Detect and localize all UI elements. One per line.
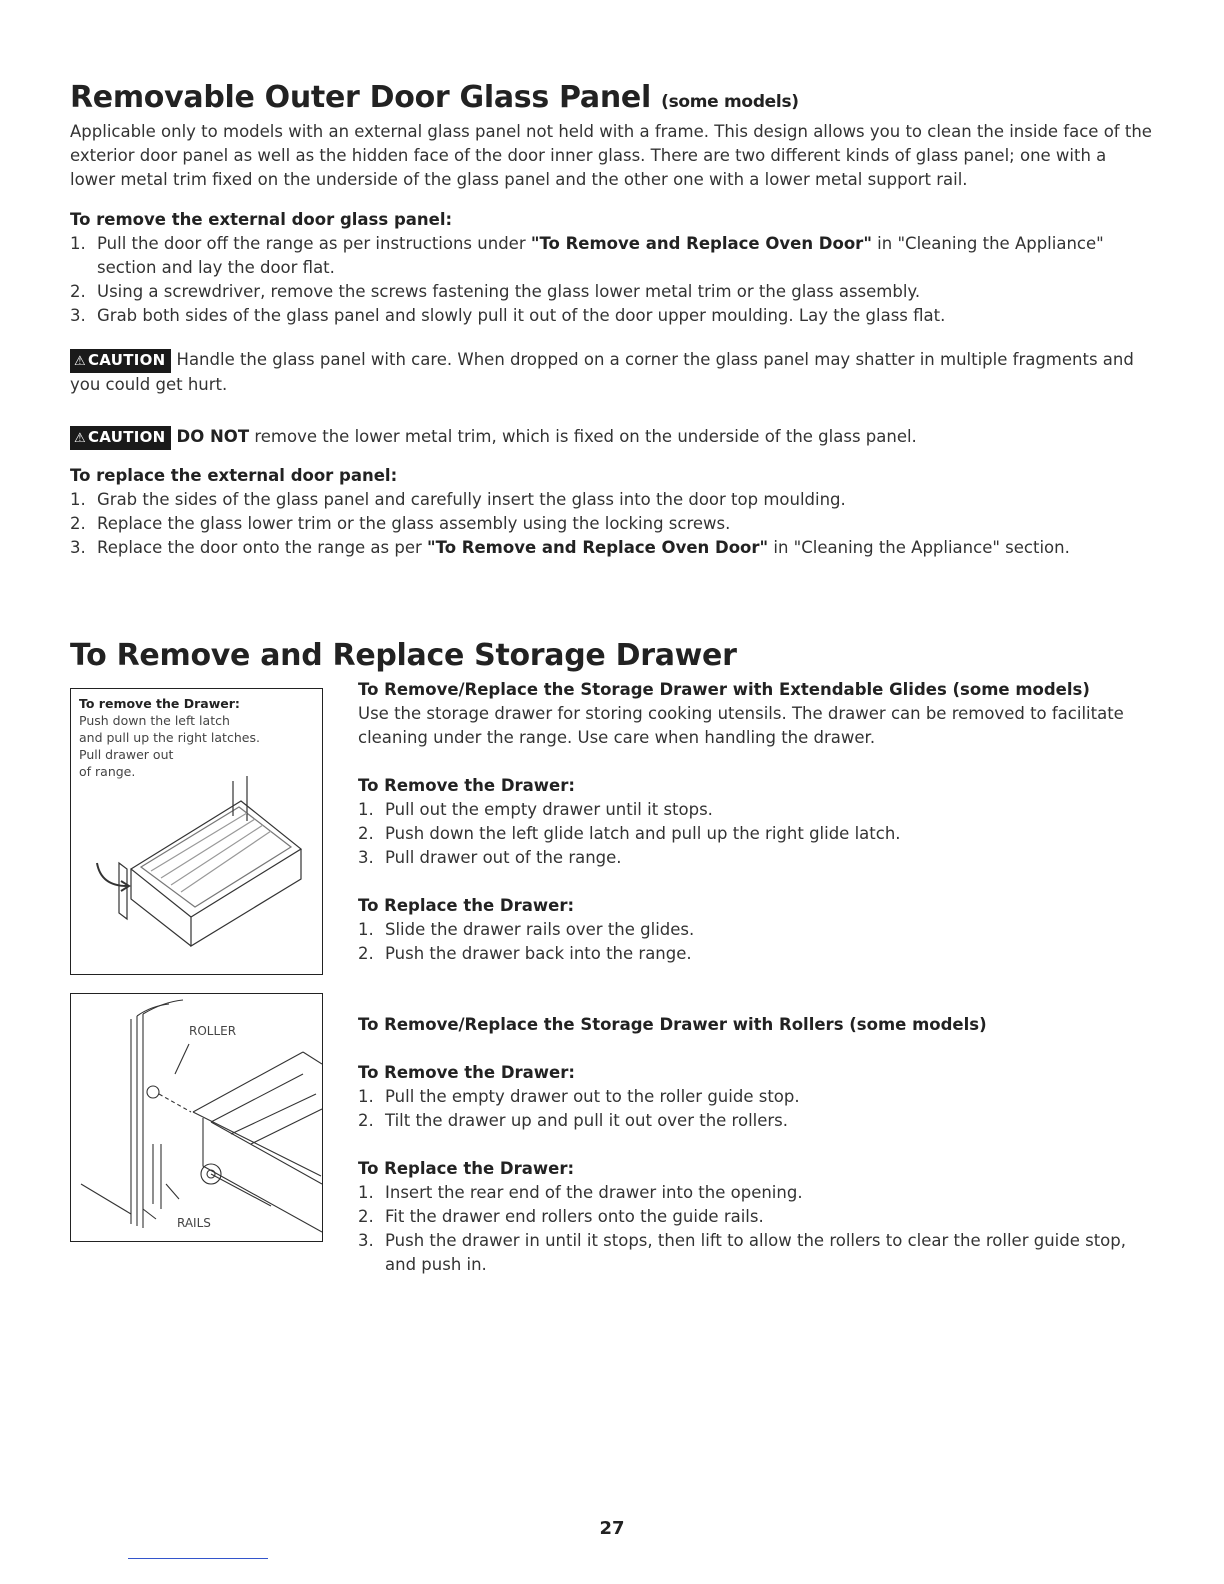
glides-heading: To Remove/Replace the Storage Drawer with Extendable Glides (some models) [358,680,1090,699]
glides-remove-steps [358,798,1158,870]
list-item: 3. Push the drawer in until it stops, then lift to allow the rollers to clear the roller guide stop, and push in. [358,1231,1126,1274]
link-ref-oven-door: "To Remove and Replace Oven Door" [530,234,872,253]
list-item: 1. Grab the sides of the glass panel and carefully insert the glass into the door top moulding. [70,490,846,509]
glides-column [358,678,1158,966]
rollers-remove-steps [358,1085,1158,1133]
rollers-replace-steps [358,1181,1158,1277]
list-item: 2. Using a screwdriver, remove the screws fastening the glass lower metal trim or the glass assembly. [70,282,921,301]
remove-glass-heading: To remove the external door glass panel: [70,210,453,229]
section-title-storage-drawer: To Remove and Replace Storage Drawer [70,638,737,673]
list-item: 1. Insert the rear end of the drawer into the opening. [358,1183,803,1202]
caution-badge: ⚠ CAUTION [70,426,171,450]
warning-icon: ⚠ [74,354,86,369]
glides-remove-heading: To Remove the Drawer: [358,776,575,795]
rollers-heading: To Remove/Replace the Storage Drawer with Rollers (some models) [358,1015,987,1034]
page-content [70,80,1154,560]
list-item: 3. Grab both sides of the glass panel and slowly pull it out of the door upper moulding. Lay the glass flat. [70,306,946,325]
rollers-column [358,1013,1158,1277]
label-roller: ROLLER [189,1024,237,1038]
label-rails: RAILS [177,1216,211,1230]
list-item: 2. Push the drawer back into the range. [358,944,692,963]
remove-glass-steps [70,232,1154,328]
list-item: 2. Replace the glass lower trim or the glass assembly using the locking screws. [70,514,731,533]
caution-1: ⚠ CAUTION Handle the glass panel with care. When dropped on a corner the glass panel may shatter in multiple fragments and you could get hurt. [70,350,1134,394]
list-item: 3. Pull drawer out of the range. [358,848,622,867]
drawer-illustration [71,689,322,974]
footer-rule [128,1558,268,1559]
list-item: 2. Push down the left glide latch and pull up the right glide latch. [358,824,901,843]
section-title-glass-panel: Removable Outer Door Glass Panel (some models) [70,80,799,115]
link-ref-oven-door: "To Remove and Replace Oven Door" [427,538,769,557]
caution-2: ⚠ CAUTION DO NOT remove the lower metal trim, which is fixed on the underside of the glass panel. [70,425,1154,450]
caution-badge: ⚠ CAUTION [70,349,171,373]
rollers-remove-heading: To Remove the Drawer: [358,1063,575,1082]
glides-replace-heading: To Replace the Drawer: [358,896,575,915]
glides-replace-steps [358,918,1158,966]
list-item: 1. Pull the door off the range as per instructions under "To Remove and Replace Oven Door" in "Cleaning the Appliance" section and lay the door flat. [70,234,1104,277]
replace-glass-steps [70,488,1154,560]
figure-drawer-rollers [70,993,323,1242]
list-item: 3. Replace the door onto the range as per "To Remove and Replace Oven Door" in "Cleaning the Appliance" section. [70,538,1070,557]
warning-icon: ⚠ [74,431,86,446]
list-item: 2. Fit the drawer end rollers onto the guide rails. [358,1207,764,1226]
figure-caption: To remove the Drawer: Push down the left latch and pull up the right latches. Pull drawer out of range. [79,696,260,779]
list-item: 2. Tilt the drawer up and pull it out over the rollers. [358,1111,789,1130]
list-item: 1. Pull out the empty drawer until it stops. [358,800,713,819]
glass-panel-intro: Applicable only to models with an external glass panel not held with a frame. This design allows you to clean the inside face of the exterior door panel as well as the hidden face of the door inner glass. There are two different kinds of glass panel; one with a lower metal trim fixed on the underside of the glass panel and the other one with a lower metal support rail. [70,122,1152,189]
glides-intro: Use the storage drawer for storing cooking utensils. The drawer can be removed to facilitate cleaning under the range. Use care when handling the drawer. [358,704,1124,747]
figure-drawer-glides [70,688,323,975]
list-item: 1. Pull the empty drawer out to the roller guide stop. [358,1087,800,1106]
title-suffix: (some models) [661,92,799,112]
list-item: 1. Slide the drawer rails over the glides. [358,920,695,939]
rollers-replace-heading: To Replace the Drawer: [358,1159,575,1178]
page-number: 27 [599,1518,625,1539]
replace-glass-heading: To replace the external door panel: [70,466,398,485]
